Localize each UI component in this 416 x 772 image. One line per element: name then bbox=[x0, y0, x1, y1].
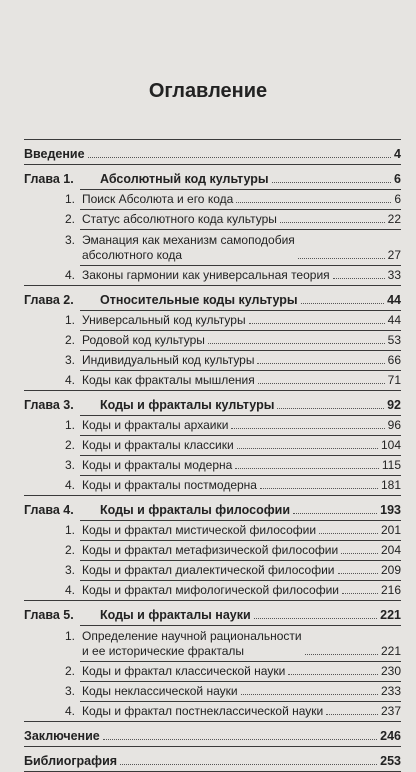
entry-label: Коды и фрактал мифологической философии bbox=[82, 583, 339, 597]
toc-entry-section[interactable] bbox=[24, 351, 401, 370]
toc-entry-section[interactable] bbox=[24, 190, 401, 209]
leader-dots bbox=[120, 764, 377, 765]
toc-entry-section[interactable] bbox=[24, 521, 401, 540]
entry-label: Коды и фрактал постнеклассической науки bbox=[82, 704, 324, 718]
page-number: 181 bbox=[380, 478, 401, 492]
toc-entry-section[interactable] bbox=[24, 541, 401, 560]
leader-dots bbox=[305, 654, 378, 655]
page-number: 44 bbox=[387, 293, 401, 307]
section-number: 4. bbox=[65, 268, 76, 282]
page-number: 193 bbox=[380, 503, 401, 517]
section-number: 4. bbox=[65, 583, 76, 597]
entry-label: Коды и фрактал метафизической философии bbox=[82, 543, 339, 557]
entry-label: Поиск Абсолюта и его кода bbox=[82, 192, 234, 206]
toc-entry-chapter-4[interactable] bbox=[24, 496, 401, 520]
section-number: 3. bbox=[65, 684, 76, 698]
entry-label: Коды и фрактал классической науки bbox=[82, 664, 286, 678]
page-number: 209 bbox=[380, 563, 401, 577]
entry-label: Законы гармонии как универсальная теория bbox=[82, 268, 330, 282]
toc-entry-section[interactable] bbox=[24, 561, 401, 580]
page-number: 71 bbox=[387, 373, 401, 387]
entry-label-line: Эманация как механизм самоподобия bbox=[82, 233, 295, 247]
entry-label: Абсолютный код культуры bbox=[100, 172, 269, 186]
entry-label bbox=[82, 629, 302, 659]
leader-dots bbox=[326, 714, 378, 715]
page-number: 96 bbox=[387, 418, 401, 432]
toc-entry-conclusion[interactable] bbox=[24, 722, 401, 746]
entry-label: Коды и фракталы классики bbox=[82, 438, 234, 452]
page-number: 6 bbox=[394, 192, 401, 206]
leader-dots bbox=[288, 674, 378, 675]
entry-label: Родовой код культуры bbox=[82, 333, 205, 347]
entry-label: Коды и фракталы архаики bbox=[82, 418, 229, 432]
leader-dots bbox=[231, 428, 384, 429]
toc-entry-section[interactable] bbox=[24, 436, 401, 455]
entry-label: Коды и фрактал мистической философии bbox=[82, 523, 317, 537]
entry-label: Библиография bbox=[24, 754, 118, 768]
table-of-contents bbox=[24, 139, 401, 772]
entry-label: Коды как фракталы мышления bbox=[82, 373, 255, 387]
entry-label: Коды и фрактал диалектической философии bbox=[82, 563, 335, 577]
section-number: 3. bbox=[65, 353, 76, 367]
toc-entry-section[interactable] bbox=[24, 476, 401, 495]
leader-dots bbox=[293, 513, 377, 514]
section-number: 2. bbox=[65, 438, 76, 452]
entry-label: Коды неклассической науки bbox=[82, 684, 238, 698]
page-number: 253 bbox=[380, 754, 401, 768]
entry-label: Относительные коды культуры bbox=[100, 293, 298, 307]
section-number: 3. bbox=[65, 458, 76, 472]
section-number: 1. bbox=[65, 523, 76, 537]
page-number: 237 bbox=[380, 704, 401, 718]
section-number: 4. bbox=[65, 478, 76, 492]
leader-dots bbox=[260, 488, 378, 489]
leader-dots bbox=[249, 323, 385, 324]
leader-dots bbox=[88, 157, 391, 158]
page-number: 221 bbox=[380, 608, 401, 622]
leader-dots bbox=[333, 278, 385, 279]
page-number: 233 bbox=[380, 684, 401, 698]
page-title: Оглавление bbox=[148, 80, 268, 102]
toc-entry-section[interactable] bbox=[24, 311, 401, 330]
toc-entry-section[interactable] bbox=[24, 662, 401, 681]
section-number: 4. bbox=[65, 704, 76, 718]
section-number: 3. bbox=[65, 233, 76, 247]
chapter-number: Глава 1. bbox=[24, 172, 74, 186]
leader-dots bbox=[319, 533, 378, 534]
toc-entry-section[interactable] bbox=[24, 331, 401, 350]
page-number: 246 bbox=[380, 729, 401, 743]
entry-label: Коды и фракталы модерна bbox=[82, 458, 233, 472]
entry-label: Универсальный код культуры bbox=[82, 313, 246, 327]
toc-entry-chapter-5[interactable] bbox=[24, 601, 401, 625]
page-number: 92 bbox=[387, 398, 401, 412]
section-number: 1. bbox=[65, 313, 76, 327]
section-number: 1. bbox=[65, 192, 76, 206]
page-number: 104 bbox=[380, 438, 401, 452]
entry-label: Коды и фракталы культуры bbox=[100, 398, 275, 412]
leader-dots bbox=[241, 694, 378, 695]
toc-entry-section[interactable] bbox=[24, 266, 401, 285]
entry-label: Индивидуальный код культуры bbox=[82, 353, 255, 367]
leader-dots bbox=[235, 468, 379, 469]
toc-entry-section[interactable] bbox=[24, 371, 401, 390]
page-number: 221 bbox=[380, 644, 401, 658]
entry-label-line: абсолютного кода bbox=[82, 248, 183, 262]
section-number: 2. bbox=[65, 664, 76, 678]
entry-label: Статус абсолютного кода культуры bbox=[82, 212, 277, 226]
leader-dots bbox=[236, 202, 391, 203]
chapter-number: Глава 2. bbox=[24, 293, 74, 307]
section-number: 2. bbox=[65, 333, 76, 347]
page-number: 6 bbox=[394, 172, 401, 186]
toc-entry-section[interactable] bbox=[24, 581, 401, 600]
leader-dots bbox=[338, 573, 378, 574]
leader-dots bbox=[277, 408, 384, 409]
page-number: 230 bbox=[380, 664, 401, 678]
page-number: 201 bbox=[380, 523, 401, 537]
page-number: 27 bbox=[387, 248, 401, 262]
leader-dots bbox=[258, 383, 385, 384]
leader-dots bbox=[272, 182, 391, 183]
leader-dots bbox=[301, 303, 384, 304]
leader-dots bbox=[342, 593, 378, 594]
page-number: 4 bbox=[394, 147, 401, 161]
leader-dots bbox=[341, 553, 378, 554]
leader-dots bbox=[208, 343, 385, 344]
entry-label: Введение bbox=[24, 147, 85, 161]
leader-dots bbox=[257, 363, 384, 364]
entry-label: Коды и фракталы науки bbox=[100, 608, 251, 622]
section-number: 1. bbox=[65, 418, 76, 432]
page-number: 66 bbox=[387, 353, 401, 367]
chapter-number: Глава 3. bbox=[24, 398, 74, 412]
toc-entry-chapter-2[interactable] bbox=[24, 286, 401, 310]
leader-dots bbox=[254, 618, 377, 619]
toc-entry-section[interactable] bbox=[24, 682, 401, 701]
entry-label-line: и ее исторические фракталы bbox=[82, 644, 244, 658]
entry-label: Коды и фракталы постмодерна bbox=[82, 478, 257, 492]
page-number: 44 bbox=[387, 313, 401, 327]
entry-label-line: Определение научной рациональности bbox=[82, 629, 302, 643]
page-number: 22 bbox=[387, 212, 401, 226]
toc-entry-section[interactable] bbox=[24, 456, 401, 475]
section-number: 1. bbox=[65, 629, 76, 643]
leader-dots bbox=[103, 739, 377, 740]
entry-label: Коды и фракталы философии bbox=[100, 503, 291, 517]
page-number: 204 bbox=[380, 543, 401, 557]
leader-dots bbox=[237, 448, 378, 449]
toc-entry-introduction[interactable] bbox=[24, 140, 401, 164]
page-number: 33 bbox=[387, 268, 401, 282]
page-number: 216 bbox=[380, 583, 401, 597]
toc-entry-chapter-1[interactable] bbox=[24, 165, 401, 189]
toc-entry-section[interactable] bbox=[24, 702, 401, 721]
toc-entry-bibliography[interactable] bbox=[24, 747, 401, 771]
toc-entry-chapter-3[interactable] bbox=[24, 391, 401, 415]
section-number: 2. bbox=[65, 543, 76, 557]
chapter-number: Глава 4. bbox=[24, 503, 74, 517]
entry-label bbox=[82, 233, 295, 263]
toc-entry-section[interactable] bbox=[24, 416, 401, 435]
section-number: 3. bbox=[65, 563, 76, 577]
toc-entry-section[interactable] bbox=[24, 626, 401, 661]
section-number: 4. bbox=[65, 373, 76, 387]
leader-dots bbox=[280, 222, 385, 223]
page-number: 115 bbox=[381, 458, 401, 472]
toc-entry-section[interactable] bbox=[24, 210, 401, 229]
section-number: 2. bbox=[65, 212, 76, 226]
toc-entry-section[interactable] bbox=[24, 230, 401, 265]
leader-dots bbox=[298, 258, 385, 259]
entry-label: Заключение bbox=[24, 729, 100, 743]
page-number: 53 bbox=[387, 333, 401, 347]
chapter-number: Глава 5. bbox=[24, 608, 74, 622]
